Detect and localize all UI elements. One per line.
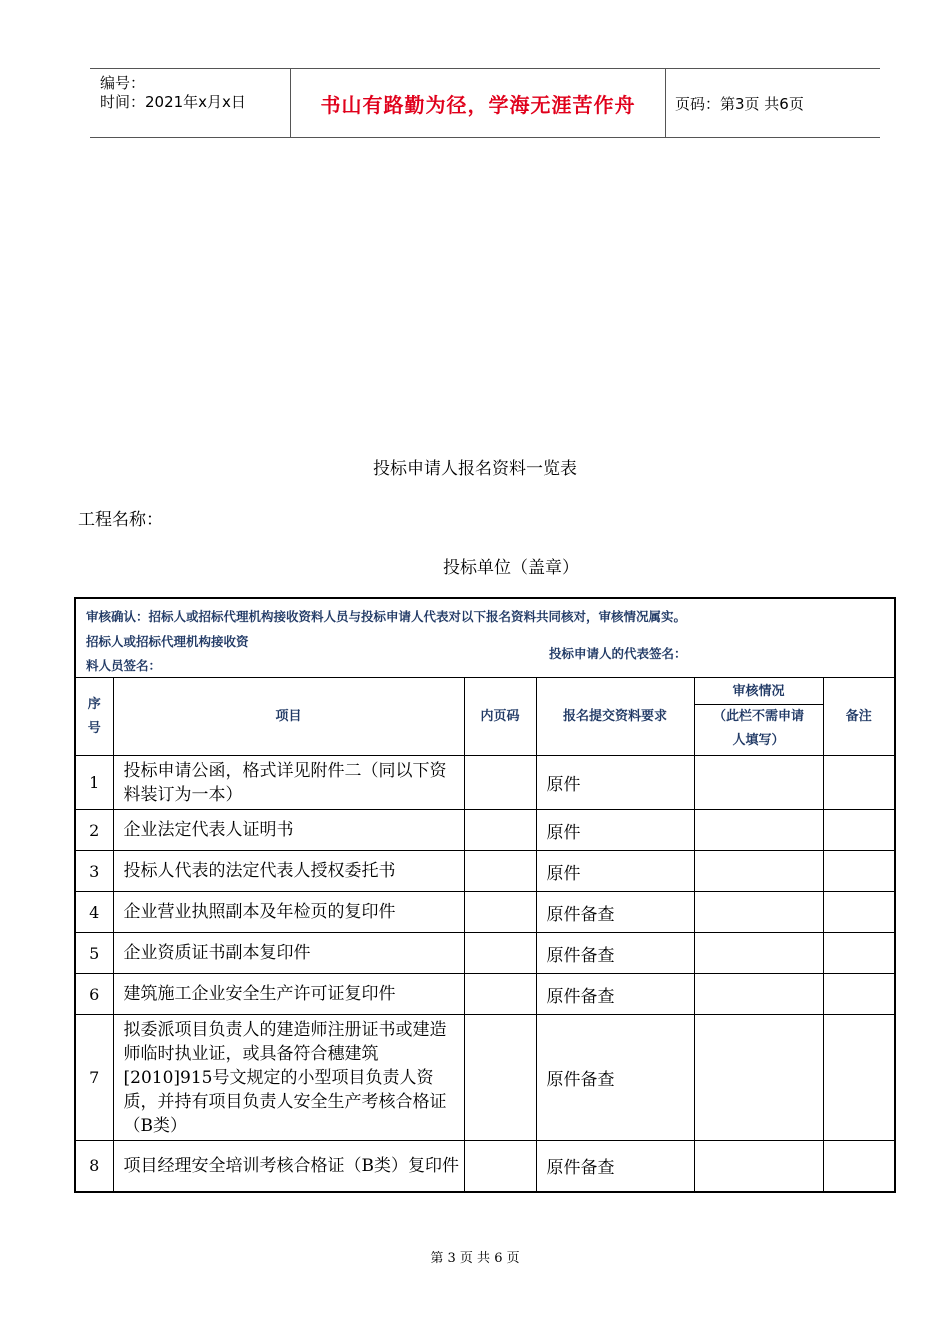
- row-number: 3: [75, 851, 113, 892]
- header-requirement: 报名提交资料要求: [536, 678, 694, 756]
- applicant-sign-label: 投标申请人的代表签名：: [549, 646, 687, 661]
- row-item: 投标人代表的法定代表人授权委托书: [113, 851, 464, 892]
- row-review: [694, 974, 823, 1015]
- number-label: 编号：: [100, 74, 146, 92]
- row-requirement: 原件备查: [536, 974, 694, 1015]
- row-requirement: 原件备查: [536, 1141, 694, 1192]
- row-number: 4: [75, 892, 113, 933]
- row-remark: [823, 1141, 895, 1192]
- table-row: [75, 756, 895, 810]
- row-item: 建筑施工企业安全生产许可证复印件: [113, 974, 464, 1015]
- row-number: 6: [75, 974, 113, 1015]
- project-name-label: 工程名称：: [78, 510, 163, 530]
- row-number: 5: [75, 933, 113, 974]
- row-number: 8: [75, 1141, 113, 1192]
- table-row: [75, 851, 895, 892]
- recipient-sign-label-1: 招标人或招标代理机构接收资: [86, 634, 249, 649]
- row-review: [694, 1015, 823, 1141]
- row-review: [694, 933, 823, 974]
- row-item: 企业法定代表人证明书: [113, 810, 464, 851]
- row-page-no: [464, 892, 536, 933]
- header-seq: 序 号: [75, 678, 113, 756]
- table-row: [75, 1015, 895, 1141]
- row-requirement: 原件: [536, 756, 694, 810]
- header-remark: 备注: [823, 678, 895, 756]
- row-requirement: 原件备查: [536, 892, 694, 933]
- bidder-unit-label: 投标单位（盖章）: [443, 558, 579, 578]
- time-label: 时间：2021年x月x日: [100, 93, 246, 111]
- page-header: [90, 68, 880, 138]
- table-row: [75, 810, 895, 851]
- row-review: [694, 810, 823, 851]
- row-page-no: [464, 756, 536, 810]
- registration-materials-table: [74, 597, 896, 1193]
- header-meta: [90, 69, 290, 137]
- confirm-row: [75, 598, 895, 678]
- row-item: 投标申请公函，格式详见附件二（同以下资料装订为一本）: [113, 756, 464, 810]
- row-item: 拟委派项目负责人的建造师注册证书或建造师临时执业证，或具备符合穗建筑[2010]915号文规定的小型项目负责人资质，并持有项目负责人安全生产考核合格证（B类）: [113, 1015, 464, 1141]
- confirm-text: 审核确认：招标人或招标代理机构接收资料人员与投标申请人代表对以下报名资料共同核对，审核情况属实。: [86, 609, 687, 624]
- header-page-label: 页码：第3页 共6页: [675, 94, 804, 113]
- header-page-no: 内页码: [464, 678, 536, 756]
- row-remark: [823, 974, 895, 1015]
- row-item: 项目经理安全培训考核合格证（B类）复印件: [113, 1141, 464, 1192]
- row-page-no: [464, 933, 536, 974]
- row-review: [694, 851, 823, 892]
- row-remark: [823, 851, 895, 892]
- row-requirement: 原件备查: [536, 1015, 694, 1141]
- row-item: 企业资质证书副本复印件: [113, 933, 464, 974]
- table-row: [75, 933, 895, 974]
- row-remark: [823, 1015, 895, 1141]
- row-page-no: [464, 1015, 536, 1141]
- row-remark: [823, 756, 895, 810]
- row-requirement: 原件备查: [536, 933, 694, 974]
- row-remark: [823, 810, 895, 851]
- confirm-cell: [75, 598, 895, 678]
- row-page-no: [464, 810, 536, 851]
- header-motto: 书山有路勤为径，学海无涯苦作舟: [290, 69, 666, 137]
- page-footer: 第 3 页 共 6 页: [430, 1251, 520, 1266]
- header-row: [75, 678, 895, 756]
- row-remark: [823, 892, 895, 933]
- table-row: [75, 974, 895, 1015]
- row-page-no: [464, 851, 536, 892]
- row-requirement: 原件: [536, 810, 694, 851]
- row-number: 7: [75, 1015, 113, 1141]
- header-item: 项目: [113, 678, 464, 756]
- row-review: [694, 756, 823, 810]
- row-remark: [823, 933, 895, 974]
- row-page-no: [464, 1141, 536, 1192]
- row-item: 企业营业执照副本及年检页的复印件: [113, 892, 464, 933]
- header-review: 审核情况 （此栏不需申请 人填写）: [694, 678, 823, 756]
- row-requirement: 原件: [536, 851, 694, 892]
- row-number: 1: [75, 756, 113, 810]
- document-title: 投标申请人报名资料一览表: [373, 459, 577, 479]
- row-page-no: [464, 974, 536, 1015]
- row-review: [694, 1141, 823, 1192]
- table-row: [75, 1141, 895, 1192]
- table-row: [75, 892, 895, 933]
- row-number: 2: [75, 810, 113, 851]
- row-review: [694, 892, 823, 933]
- recipient-sign-label-2: 料人员签名：: [86, 658, 162, 673]
